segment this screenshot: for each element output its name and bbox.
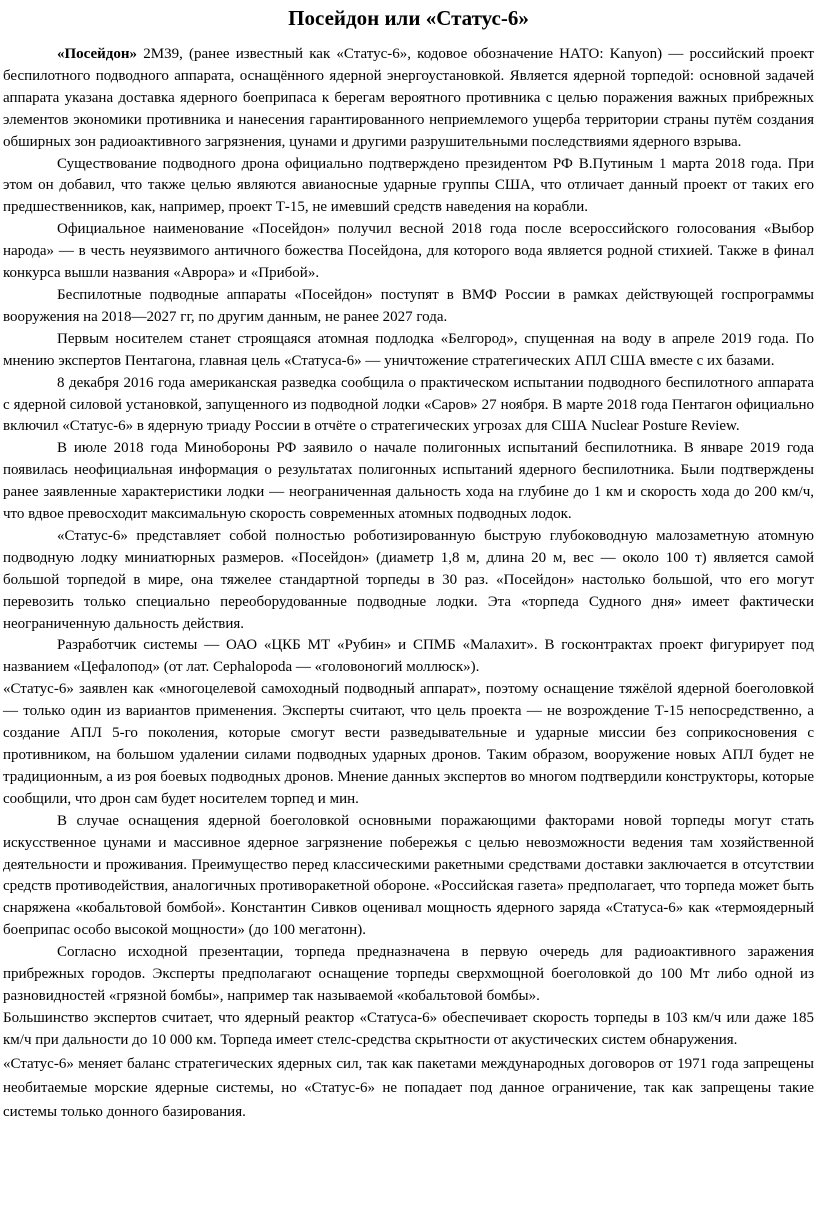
paragraph-11: В случае оснащения ядерной боеголовкой основными поражающими факторами новой торпеды могут стать искусственное цунами и массивное ядерное загрязнение побережья с целью невозможности ведения там хозяйственной деятельности и проживания. Преимущество перед классическими ракетными средствами доставки заключается в отсутствии средств противодействия, аналогичных противоракетной обороне. «Российская газета» предполагает, что торпеда может быть снаряжена «кобальтовой бомбой». Константин Сивков оценивал мощность ядерного заряда «Статуса-6» как «термоядерный боеприпас особо высокой мощности» (до 100 мегатонн). [3, 812, 814, 939]
paragraph-12: Согласно исходной презентации, торпеда предназначена в первую очередь для радиоактивного заражения прибрежных городов. Эксперты предполагают оснащение торпеды сверхмощной боеголовкой до 100 Мт либо одной из разновидностей «грязной бомбы», например так называемой «кобальтовой бомбы». [3, 944, 814, 1004]
paragraph-9: Разработчик системы — ОАО «ЦКБ МТ «Рубин» и СПМБ «Малахит». В госконтрактах проект фигурирует под названием «Цефалопод» (от лат. Cephalopoda — «головоногий моллюск»). [3, 637, 814, 676]
paragraph-5: Первым носителем станет строящаяся атомная подлодка «Белгород», спущенная на воду в апреле 2019 года. По мнению экспертов Пентагона, главная цель «Статуса-6» — уничтожение стратегических АПЛ США вместе с их базами. [3, 330, 814, 369]
paragraph-2: Существование подводного дрона официально подтверждено президентом РФ В.Путиным 1 марта 2018 года. При этом он добавил, что также целью являются авианосные ударные группы США, что отличает данный проект от таких его предшественников, как, например, проект Т-15, не имевший средств наведения на корабли. [3, 155, 814, 216]
paragraph-4: Беспилотные подводные аппараты «Посейдон» поступят в ВМФ России в рамках действующей госпрограммы вооружения на 2018—2027 гг, по другим данным, не ранее 2027 года. [3, 286, 814, 325]
paragraph-8: «Статус-6» представляет собой полностью роботизированную быструю глубоководную малозаметную атомную подводную лодку миниатюрных размеров. «Посейдон» (диаметр 1,8 м, длина 20 м, вес — около 100 т) является самой большой торпедой в мире, она тяжелее стандартной торпеды в 30 раз. «Посейдон» настолько большой, что его могут перевозить только специально переоборудованные подводные лодки. Эта «торпеда Судного дня» имеет фактически неограниченную дальность действия. [3, 527, 814, 632]
paragraph-13: Большинство экспертов считает, что ядерный реактор «Статуса-6» обеспечивает скорость торпеды в 103 км/ч или даже 185 км/ч при дальности до 10 000 км. Торпеда имеет стелс-средства скрытности от акустических систем обнаружения. [3, 1009, 814, 1048]
paragraph-lead: «Посейдон» [57, 46, 138, 62]
paragraph-10: «Статус-6» заявлен как «многоцелевой самоходный подводный аппарат», поэтому оснащение тяжёлой ядерной боеголовкой — только один из вариантов применения. Эксперты считают, что цель проекта — не возрождение Т-15 непосредственно, а создание АПЛ 5-го поколения, которые смогут вести разведывательные и ударные миссии без соприкосновения с противником, на большом удалении силами подводных ударных дронов. Таким образом, вооружение новых АПЛ будет не традиционным, а из роя боевых подводных дронов. Мнение данных экспертов во многом подтвердили конструкторы, которые сообщили, что дрон сам будет носителем торпед и мин. [3, 681, 814, 807]
paragraph-1 [3, 44, 814, 154]
paragraph-6: 8 декабря 2016 года американская разведка сообщила о практическом испытании подводного беспилотного аппарата с ядерной силовой установкой, запущенного из подводной лодки «Саров» 27 ноября. В марте 2018 года Пентагон официально включил «Статус-6» в ядерную триаду России в отчёте о стратегических угрозах для США Nuclear Posture Review. [3, 374, 814, 435]
document-title: Посейдон или «Статус-6» [288, 6, 529, 30]
paragraph-text: 2М39, (ранее известный как «Статус-6», кодовое обозначение НАТО: Kanyon) — российский проект беспилотного подводного аппарата, оснащённого ядерной энергоустановкой. Является ядерной торпедой: основной задачей аппарата указана доставка ядерного боеприпаса к берегам вероятного противника с целью поражения важных прибрежных элементов экономики противника и нанесения гарантированного неприемлемого ущерба территории страны путём создания обширных зон радиоактивного загрязнения, цунами и другими разрушительными последствиями ядерного взрыва. [3, 46, 814, 150]
paragraph-7: В июле 2018 года Минобороны РФ заявило о начале полигонных испытаний беспилотника. В январе 2019 года появилась неофициальная информация о результатах полигонных испытаний ядерного беспилотника. Были подтверждены ранее заявленные характеристики лодки — неограниченная дальность хода на глубине до 1 км и скорость хода до 200 км/ч, что вдвое превосходит максимальную скорость современных атомных подводных лодок. [3, 440, 814, 523]
paragraph-14: «Статус-6» меняет баланс стратегических ядерных сил, так как пакетами международных договоров от 1971 года запрещены необитаемые морские ядерные системы, но «Статус-6» не попадает под данное ограничение, так как запрещены такие системы только донного базирования. [3, 1055, 814, 1120]
paragraph-3: Официальное наименование «Посейдон» получил весной 2018 года после всероссийского голосования «Выбор народа» — в честь неуязвимого античного божества Посейдона, для которого вода является родной стихией. Также в финал конкурса вышли названия «Аврора» и «Прибой». [3, 221, 814, 282]
